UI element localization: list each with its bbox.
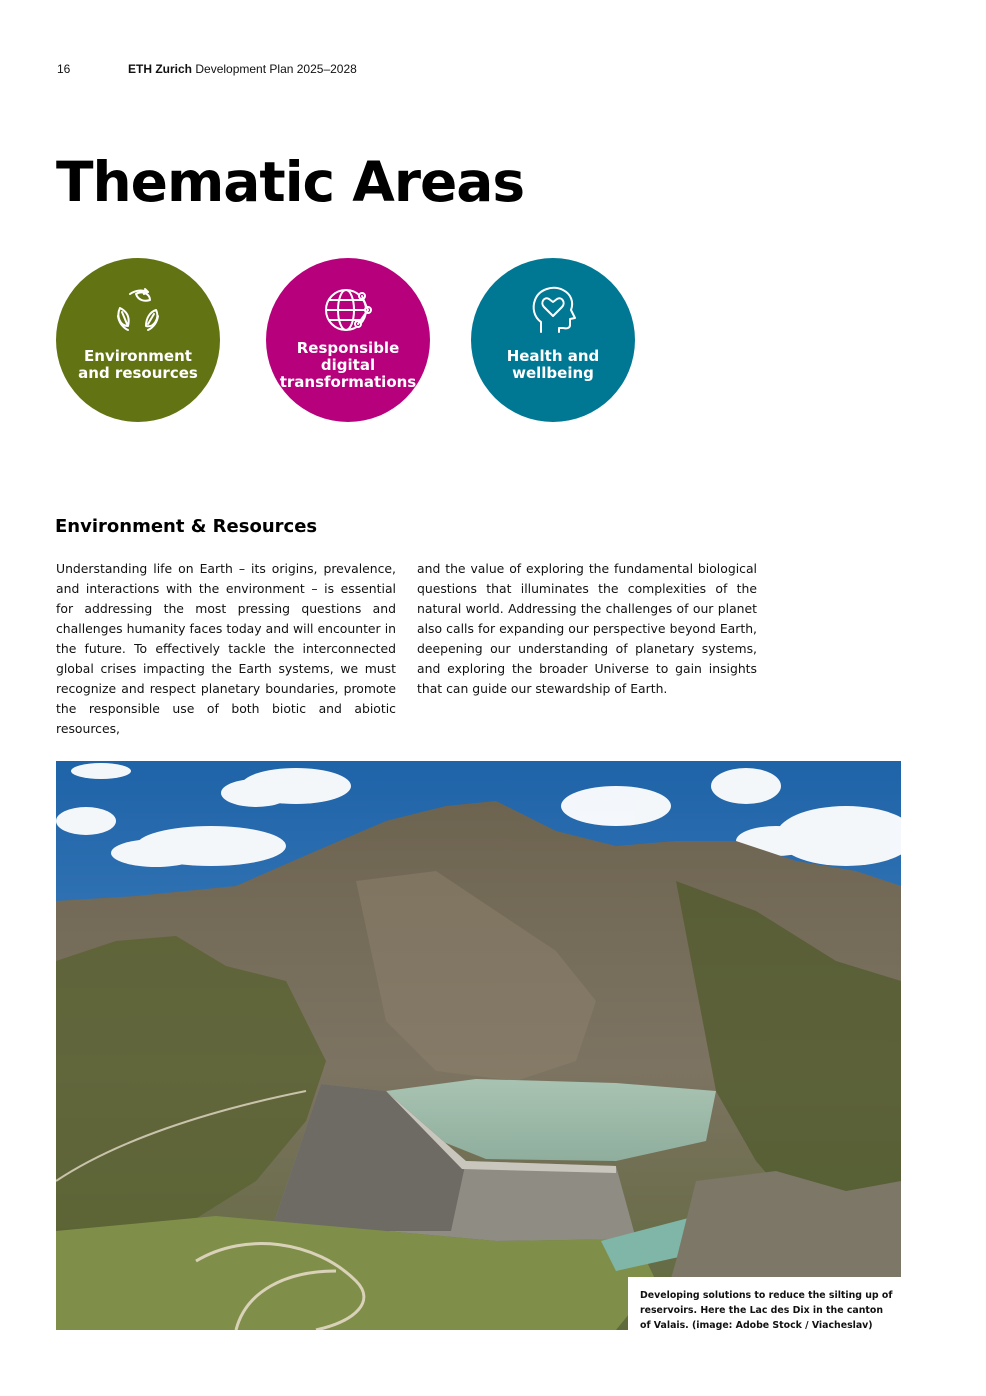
area-digital [266,258,430,422]
area-label: Health and wellbeing [506,347,600,382]
head-heart-icon [523,280,583,340]
network-globe-icon [318,280,378,340]
dam-photo [56,761,901,1330]
body-text-column-2: and the value of exploring the fundamental biological questions that illuminates the complexities of the natural world. Addressing the challenges of our planet also calls for expanding our perspective beyond Earth, deepening our understanding of planetary systems, and exploring the broader Universe to gain insights that can guide our stewardship of Earth. [417,561,757,696]
area-environment [56,258,220,422]
body-text-column-1: Understanding life on Earth – its origins, prevalence, and interactions with the environment – is essential for addressing the most pressing questions and challenges humanity faces today and will encounter in the future. To effectively tackle the interconnected global crises impacting the Earth systems, we must recognize and respect planetary boundaries, promote the responsible use of both biotic and abiotic resources, [56,561,396,736]
page-number: 16 [57,62,71,76]
area-health [471,258,635,422]
area-label: Environment and resources [78,347,198,382]
area-label: Responsible digital transformations [279,339,417,391]
section-heading: Environment & Resources [55,516,318,537]
page-title: Thematic Areas [56,150,525,214]
org-name: ETH Zurich [128,62,193,76]
running-title [128,62,357,76]
leaves-cycle-icon [108,280,168,340]
photo-caption: Developing solutions to reduce the silting up of reservoirs. Here the Lac des Dix in the canton of Valais. (image: Adobe Stock / Viacheslav) [640,1290,893,1331]
doc-title: Development Plan 2025–2028 [195,62,357,76]
